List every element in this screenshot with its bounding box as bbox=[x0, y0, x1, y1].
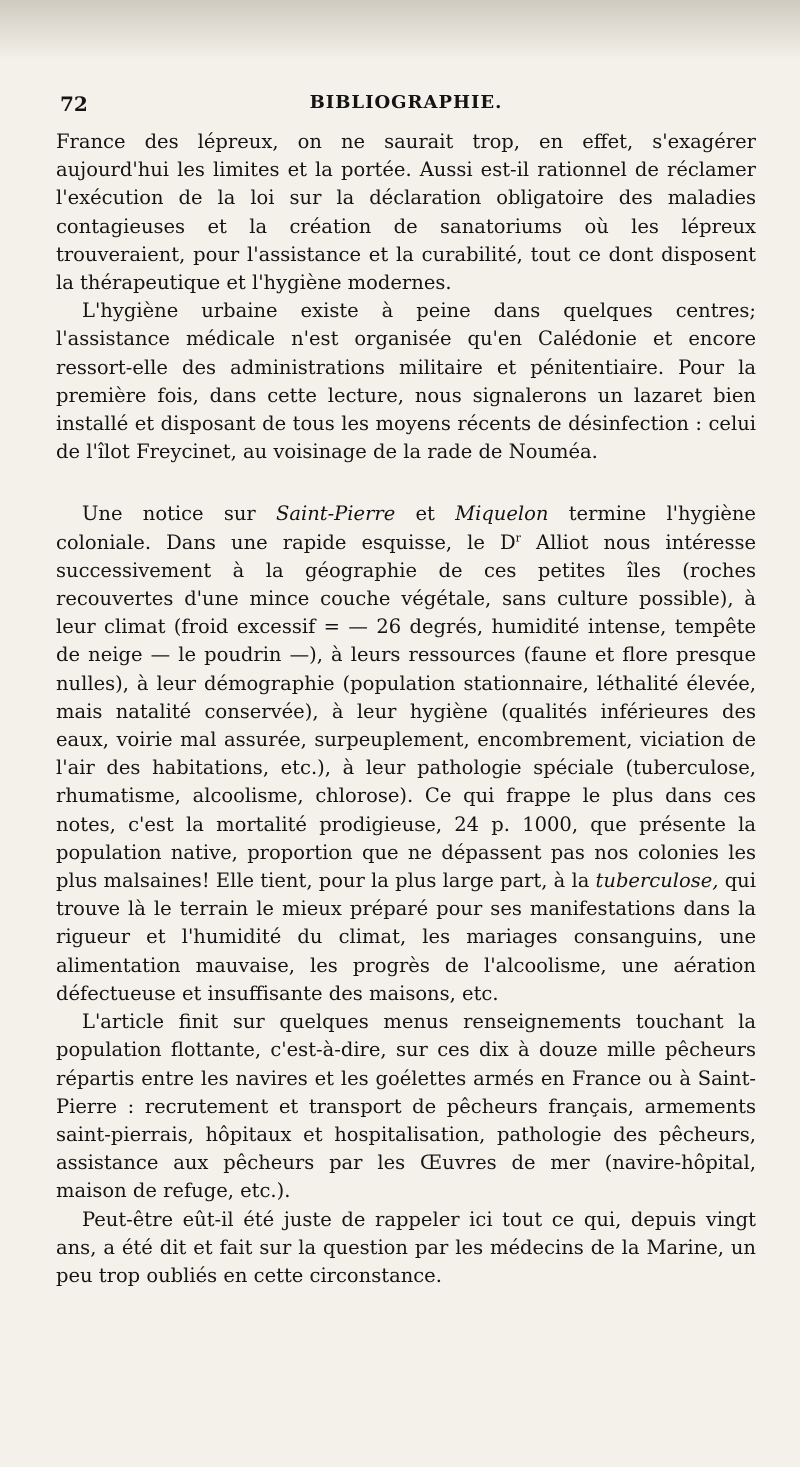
paragraph-3 bbox=[56, 500, 756, 1008]
place-saint-pierre: Saint-Pierre bbox=[275, 502, 396, 526]
doctor-superscript: r bbox=[515, 531, 521, 545]
running-title: BIBLIOGRAPHIE. bbox=[309, 92, 503, 113]
paragraph-3-text-c: qui trouve là le terrain le mieux préparé pour ses manifestations dans la rigueur et l'humidité du climat, les mariages consanguins, une alimentation mauvaise, les progrès de l'alcoolisme, une aération défectueuse et insuffisante des maisons, etc. bbox=[56, 869, 756, 1005]
paragraph-5: Peut-être eût-il été juste de rappeler ici tout ce qui, depuis vingt ans, a été dit et fait sur la question par les médecins de la Marine, un peu trop oubliés en cette circonstance. bbox=[56, 1207, 756, 1287]
page-number: 72 bbox=[60, 92, 88, 116]
page-header bbox=[60, 92, 752, 120]
tuberculose-term: tuberculose, bbox=[595, 869, 719, 893]
paragraph-3-text-a: termine l'hygiène coloniale. Dans une rapide esquisse, le D bbox=[56, 502, 756, 554]
notice-prefix: Une notice sur bbox=[82, 502, 256, 526]
conjunction: et bbox=[415, 502, 435, 526]
paragraph-1: France des lépreux, on ne saurait trop, en effet, s'exagérer aujourd'hui les limites et la portée. Aussi est-il rationnel de réclamer l'exécution de la loi sur la déclaration obligatoire des maladies contagieuses et la création de sanatoriums où les lépreux trouveraient, pour l'assistance et la curabilité, tout ce dont disposent la thérapeutique et l'hygiène modernes. bbox=[56, 130, 756, 295]
paragraph-2: L'hygiène urbaine existe à peine dans quelques centres; l'assistance médicale n'est organisée qu'en Calédonie et encore ressort-elle des administrations militaire et pénitentiaire. Pour la première fois, dans cette lecture, nous signalerons un lazaret bien installé et disposant de tous les moyens récents de désinfection : celui de l'îlot Freycinet, au voisinage de la rade de Nouméa. bbox=[56, 299, 756, 464]
body-text bbox=[56, 128, 756, 1290]
section-gap bbox=[56, 466, 756, 500]
page-edge bbox=[0, 0, 800, 60]
place-miquelon: Miquelon bbox=[455, 502, 549, 526]
paragraph-3-text-b: Alliot nous intéresse successivement à la géographie de ces petites îles (roches recouvertes d'une mince couche végétale, sans culture possible), à leur climat (froid excessif = — 26 degrés, humidité intense, tempête de neige — le poudrin —), à leurs ressources (faune et flore presque nulles), à leur démographie (population stationnaire, léthalité élevée, mais natalité conservée), à leur hygiène (qualités inférieures des eaux, voirie mal assurée, surpeuplement, encombrement, viciation de l'air des habitations, etc.), à leur pathologie spéciale (tuberculose, rhumatisme, alcoolisme, chlorose). Ce qui frappe le plus dans ces notes, c'est la mortalité prodigieuse, 24 p. 1000, que présente la population native, proportion que ne dépassent pas nos colonies les plus malsaines! Elle tient, pour la plus large part, à la bbox=[56, 530, 757, 893]
paragraph-4: L'article finit sur quelques menus renseignements touchant la population flottante, c'est-à-dire, sur ces dix à douze mille pêcheurs répartis entre les navires et les goélettes armés en France ou à Saint-Pierre : recrutement et transport de pêcheurs français, armements saint-pierrais, hôpitaux et hospitalisation, pathologie des pêcheurs, assistance aux pêcheurs par les Œuvres de mer (navire-hôpital, maison de refuge, etc.). bbox=[56, 1010, 756, 1203]
